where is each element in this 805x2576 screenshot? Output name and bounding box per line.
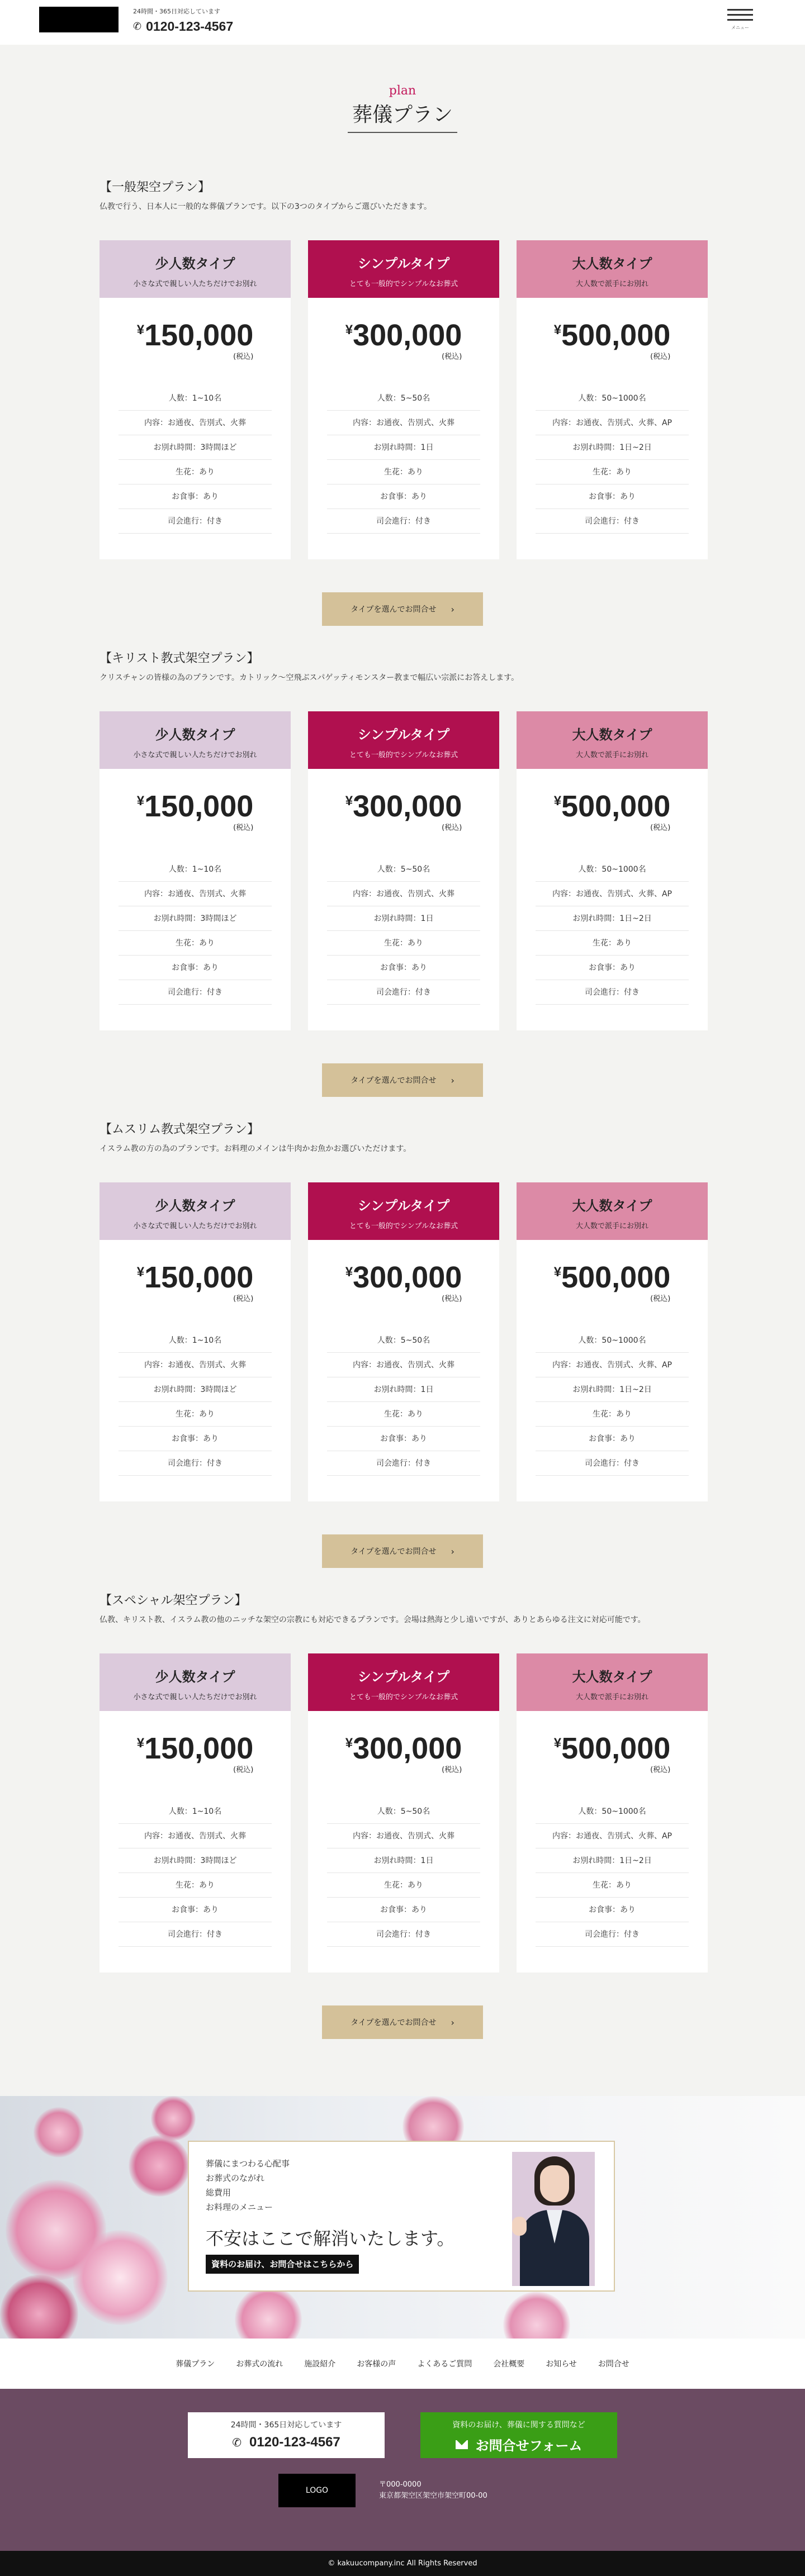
plan-price: [308, 790, 499, 835]
plan-spec-item: 司会進行：付き: [327, 1451, 480, 1476]
plan-card-header: [517, 1182, 708, 1240]
plan-section: [0, 644, 805, 1115]
plan-price: [517, 1261, 708, 1306]
price-value: 500,000: [561, 1732, 671, 1765]
plan-spec-item: お別れ時間：1日: [327, 435, 480, 460]
plan-spec-item: 生花：あり: [327, 1402, 480, 1427]
plan-card: [308, 240, 499, 559]
plan-type-name: 少人数タイプ: [155, 256, 235, 272]
footer-nav-flow[interactable]: お葬式の流れ: [236, 2360, 283, 2369]
banner-topic: お料理のメニュー: [206, 2202, 273, 2212]
plan-spec-item: 人数：5~50名: [327, 1799, 480, 1824]
plan-spec-item: 内容：お通夜、告別式、火葬: [327, 411, 480, 435]
plan-spec-item: 内容：お通夜、告別式、火葬、AP: [536, 882, 689, 906]
plan-spec-item: 生花：あり: [536, 1873, 689, 1898]
tax-note: (税込): [233, 1766, 254, 1774]
plan-type-name: 少人数タイプ: [155, 1669, 235, 1685]
plan-spec-item: 人数：1~10名: [119, 857, 272, 882]
tax-note: (税込): [442, 824, 462, 832]
banner-contact-button[interactable]: 資料のお届け、お問合せはこちらから: [206, 2255, 359, 2274]
plan-type-tagline: とても一般的でシンプルなお葬式: [349, 751, 458, 759]
plan-card: [100, 240, 291, 559]
plan-spec-item: 人数：1~10名: [119, 1799, 272, 1824]
banner-topic: 葬儀にまつわる心配事: [206, 2159, 290, 2169]
plan-sections: [0, 173, 805, 2057]
plan-spec-item: 生花：あり: [119, 460, 272, 484]
copyright: © kakuucompany.inc All Rights Reserved: [0, 2551, 805, 2576]
banner-topic: お葬式のながれ: [206, 2173, 265, 2183]
plan-spec-item: 内容：お通夜、告別式、火葬: [119, 411, 272, 435]
plan-card-header: [100, 1653, 291, 1711]
plan-spec-item: お食事：あり: [327, 1427, 480, 1451]
hamburger-menu-button[interactable]: [726, 7, 755, 35]
plan-spec-item: 司会進行：付き: [536, 1922, 689, 1947]
plan-type-name: シンプルタイプ: [357, 727, 450, 743]
footer-nav-company[interactable]: 会社概要: [493, 2360, 525, 2369]
footer-nav-voice[interactable]: お客様の声: [357, 2360, 396, 2369]
price-value: 500,000: [561, 319, 671, 352]
cta-label: タイプを選んでお問合せ: [351, 1076, 437, 1085]
plan-section-title: 【スペシャル架空プラン】: [100, 1594, 247, 1608]
plan-type-name: シンプルタイプ: [357, 1669, 450, 1685]
tax-note: (税込): [233, 1295, 254, 1303]
plan-price: [100, 1261, 291, 1306]
plan-spec-item: お別れ時間：1日: [327, 1377, 480, 1402]
plan-spec-item: 生花：あり: [536, 1402, 689, 1427]
plan-type-name: 大人数タイプ: [572, 727, 652, 743]
plan-price: [308, 1261, 499, 1306]
plan-spec-item: 生花：あり: [119, 1402, 272, 1427]
plan-spec-item: お食事：あり: [327, 1898, 480, 1922]
footer-nav-facility[interactable]: 施設紹介: [304, 2360, 336, 2369]
yen-sign: ¥: [553, 1265, 562, 1280]
chevron-right-icon: ›: [451, 2017, 454, 2028]
plan-spec-item: 司会進行：付き: [327, 980, 480, 1005]
plan-spec-item: 内容：お通夜、告別式、火葬、AP: [536, 1353, 689, 1377]
plan-card-header: [308, 240, 499, 298]
cta-label: タイプを選んでお問合せ: [351, 2018, 437, 2027]
plan-spec-list: [536, 386, 689, 534]
mail-icon: [456, 2440, 468, 2449]
plan-spec-item: 内容：お通夜、告別式、火葬: [327, 882, 480, 906]
plan-spec-item: 生花：あり: [327, 931, 480, 956]
page-title: 葬儀プラン: [348, 99, 457, 133]
yen-sign: ¥: [345, 793, 353, 809]
form-label: お問合せフォーム: [475, 2438, 583, 2454]
plan-cards: [100, 240, 708, 559]
staff-photo-face: [540, 2165, 569, 2202]
tax-note: (税込): [650, 353, 671, 361]
plan-type-tagline: とても一般的でシンプルなお葬式: [349, 280, 458, 288]
plan-spec-item: お食事：あり: [327, 956, 480, 980]
plan-card-header: [308, 1182, 499, 1240]
plan-price: [517, 319, 708, 364]
price-value: 500,000: [561, 1261, 671, 1294]
plan-spec-item: 人数：50~1000名: [536, 1799, 689, 1824]
menu-icon-bar: [727, 19, 753, 21]
plan-card: [517, 1653, 708, 1973]
site-footer: [0, 2389, 805, 2551]
plan-price: [100, 790, 291, 835]
yen-sign: ¥: [553, 1736, 562, 1751]
staff-photo-hand: [512, 2217, 527, 2236]
plan-section-description: 仏教、キリスト教、イスラム教の他のニッチな架空の宗教にも対応できるプランです。会場は熱海と少し遠いですが、ありとあらゆる注文に対応可能です。: [100, 1615, 646, 1624]
plan-spec-item: お別れ時間：3時間ほど: [119, 435, 272, 460]
plan-spec-list: [119, 857, 272, 1005]
yen-sign: ¥: [345, 322, 353, 338]
footer-hours: 24時間・365日対応しています: [230, 2421, 342, 2430]
page-subtitle: plan: [389, 84, 416, 98]
plan-spec-item: 生花：あり: [327, 460, 480, 484]
plan-type-tagline: 小さな式で親しい人たちだけでお別れ: [133, 751, 257, 759]
plan-spec-list: [327, 1799, 480, 1947]
plan-cards: [100, 1182, 708, 1501]
menu-label: メニュー: [731, 25, 749, 30]
banner-topic: 総費用: [206, 2188, 231, 2198]
choose-type-contact-button[interactable]: [322, 1534, 483, 1568]
price-value: 300,000: [353, 790, 462, 823]
plan-spec-item: 生花：あり: [119, 931, 272, 956]
price-value: 150,000: [144, 319, 254, 352]
plan-type-name: シンプルタイプ: [357, 1198, 450, 1214]
plan-type-tagline: 大人数で派手にお別れ: [575, 751, 648, 759]
phone-icon: ✆: [133, 21, 142, 32]
site-logo[interactable]: [39, 7, 119, 32]
plan-spec-item: 人数：1~10名: [119, 1328, 272, 1353]
plan-spec-item: お食事：あり: [327, 484, 480, 509]
plan-card: [308, 1653, 499, 1973]
plan-section-description: イスラム教の方の為のプランです。お料理のメインは牛肉かお魚かお選びいただけます。: [100, 1144, 411, 1153]
plan-card-header: [100, 1182, 291, 1240]
tax-note: (税込): [233, 824, 254, 832]
plan-section-title: 【一般架空プラン】: [100, 180, 211, 194]
tax-note: (税込): [650, 824, 671, 832]
choose-type-contact-button[interactable]: [322, 1063, 483, 1097]
banner-card: [188, 2141, 615, 2292]
plan-spec-list: [327, 857, 480, 1005]
plan-section-title: 【キリスト教式架空プラン】: [100, 652, 259, 666]
plan-cards: [100, 1653, 708, 1973]
plan-spec-item: 人数：50~1000名: [536, 857, 689, 882]
plan-spec-item: 内容：お通夜、告別式、火葬: [119, 1824, 272, 1848]
staff-photo: [512, 2152, 595, 2286]
flower-image: [129, 2135, 190, 2197]
plan-spec-item: お別れ時間：3時間ほど: [119, 906, 272, 931]
plan-spec-list: [327, 1328, 480, 1476]
plan-spec-item: 生花：あり: [536, 931, 689, 956]
plan-type-tagline: 大人数で派手にお別れ: [575, 280, 648, 288]
tax-note: (税込): [442, 353, 462, 361]
plan-spec-item: 司会進行：付き: [119, 1922, 272, 1947]
price-value: 300,000: [353, 319, 462, 352]
yen-sign: ¥: [136, 322, 145, 338]
plan-spec-item: 司会進行：付き: [119, 509, 272, 534]
form-note: 資料のお届け、葬儀に関する質問など: [452, 2421, 585, 2430]
price-value: 500,000: [561, 790, 671, 823]
flower-image: [503, 2292, 570, 2339]
plan-type-tagline: 小さな式で親しい人たちだけでお別れ: [133, 1693, 257, 1702]
cta-label: タイプを選んでお問合せ: [351, 1547, 437, 1556]
flower-image: [73, 2230, 168, 2325]
tax-note: (税込): [442, 1766, 462, 1774]
plan-spec-item: お食事：あり: [119, 1898, 272, 1922]
chevron-right-icon: ›: [451, 1075, 454, 1086]
footer-nav: [0, 2339, 805, 2389]
plan-spec-item: 生花：あり: [119, 1873, 272, 1898]
tax-note: (税込): [650, 1766, 671, 1774]
plan-type-tagline: とても一般的でシンプルなお葬式: [349, 1693, 458, 1702]
menu-icon: [727, 9, 753, 11]
footer-phone[interactable]: 0120-123-4567: [249, 2435, 340, 2450]
footer-nav-news[interactable]: お知らせ: [546, 2360, 577, 2369]
plan-price: [100, 319, 291, 364]
contact-banner: [0, 2096, 805, 2339]
plan-spec-item: 司会進行：付き: [119, 1451, 272, 1476]
yen-sign: ¥: [345, 1736, 353, 1751]
plan-spec-item: 人数：5~50名: [327, 1328, 480, 1353]
plan-spec-item: 人数：5~50名: [327, 857, 480, 882]
header-phone[interactable]: 0120-123-4567: [146, 19, 234, 34]
plan-section: [0, 1586, 805, 2057]
footer-nav-contact[interactable]: お問合せ: [598, 2360, 629, 2369]
tax-note: (税込): [442, 1295, 462, 1303]
plan-spec-item: お別れ時間：1日~2日: [536, 435, 689, 460]
plan-card-header: [308, 711, 499, 769]
plan-type-name: 大人数タイプ: [572, 256, 652, 272]
plan-spec-list: [536, 857, 689, 1005]
plan-spec-item: お食事：あり: [536, 484, 689, 509]
footer-nav-plan[interactable]: 葬儀プラン: [176, 2360, 215, 2369]
plan-spec-item: お食事：あり: [536, 1898, 689, 1922]
contact-form-button[interactable]: [420, 2412, 617, 2458]
plan-spec-item: 司会進行：付き: [536, 509, 689, 534]
plan-spec-item: 人数：50~1000名: [536, 386, 689, 411]
plan-spec-list: [119, 1328, 272, 1476]
plan-card-header: [308, 1653, 499, 1711]
plan-spec-item: お別れ時間：1日: [327, 906, 480, 931]
chevron-right-icon: ›: [451, 1546, 454, 1557]
choose-type-contact-button[interactable]: [322, 592, 483, 626]
plan-type-name: 大人数タイプ: [572, 1198, 652, 1214]
price-value: 150,000: [144, 1732, 254, 1765]
plan-type-tagline: 大人数で派手にお別れ: [575, 1693, 648, 1702]
plan-price: [517, 1732, 708, 1777]
postal-code: 〒000-0000: [379, 2480, 422, 2489]
plan-spec-item: お食事：あり: [536, 956, 689, 980]
plan-spec-item: 人数：50~1000名: [536, 1328, 689, 1353]
yen-sign: ¥: [136, 1265, 145, 1280]
menu-icon-bar: [727, 14, 753, 16]
plan-spec-item: 司会進行：付き: [536, 980, 689, 1005]
plan-card-header: [517, 711, 708, 769]
plan-card-header: [100, 711, 291, 769]
plan-card: [517, 1182, 708, 1501]
plan-spec-item: お別れ時間：1日~2日: [536, 1377, 689, 1402]
footer-phone-box[interactable]: [188, 2412, 385, 2458]
plan-spec-item: 内容：お通夜、告別式、火葬、AP: [536, 1824, 689, 1848]
footer-address: [379, 2479, 487, 2502]
street-address: 東京都架空区架空市架空町00-00: [379, 2492, 487, 2500]
plan-spec-item: 生花：あり: [536, 460, 689, 484]
plan-section-description: 仏教で行う、日本人に一般的な葬儀プランです。以下の3つのタイプからご選びいただきます。: [100, 202, 432, 211]
plan-spec-item: お別れ時間：3時間ほど: [119, 1377, 272, 1402]
plan-spec-item: 司会進行：付き: [327, 509, 480, 534]
plan-section-description: クリスチャンの皆様の為のプランです。カトリック〜空飛ぶスパゲッティモンスター教まで幅広い宗派にお答えします。: [100, 673, 519, 682]
plan-spec-item: 内容：お通夜、告別式、火葬: [327, 1353, 480, 1377]
plan-card: [308, 1182, 499, 1501]
plan-spec-item: 生花：あり: [327, 1873, 480, 1898]
plan-section: [0, 1115, 805, 1586]
plan-card-header: [517, 240, 708, 298]
yen-sign: ¥: [136, 1736, 145, 1751]
tax-note: (税込): [233, 353, 254, 361]
plan-section: [0, 173, 805, 644]
plan-spec-item: 内容：お通夜、告別式、火葬: [327, 1824, 480, 1848]
plan-price: [308, 319, 499, 364]
header-hours: 24時間・365日対応しています: [133, 8, 220, 15]
plan-spec-item: お別れ時間：1日~2日: [536, 1848, 689, 1873]
plan-card: [100, 1182, 291, 1501]
plan-spec-item: お別れ時間：3時間ほど: [119, 1848, 272, 1873]
plan-type-name: 大人数タイプ: [572, 1669, 652, 1685]
plan-spec-item: 司会進行：付き: [327, 1922, 480, 1947]
flower-image: [235, 2286, 302, 2339]
plan-spec-list: [327, 386, 480, 534]
flower-image: [151, 2096, 196, 2141]
plan-cards: [100, 711, 708, 1030]
banner-headline: 不安はここで解消いたします。: [206, 2228, 455, 2249]
plan-spec-item: 人数：5~50名: [327, 386, 480, 411]
plan-card: [517, 240, 708, 559]
plan-spec-item: お食事：あり: [536, 1427, 689, 1451]
yen-sign: ¥: [553, 793, 562, 809]
plan-spec-item: お食事：あり: [119, 956, 272, 980]
plan-spec-item: お別れ時間：1日~2日: [536, 906, 689, 931]
plan-type-tagline: 小さな式で親しい人たちだけでお別れ: [133, 280, 257, 288]
plan-card-header: [517, 1653, 708, 1711]
plan-spec-item: 司会進行：付き: [536, 1451, 689, 1476]
plan-type-tagline: 小さな式で親しい人たちだけでお別れ: [133, 1222, 257, 1230]
plan-spec-list: [536, 1328, 689, 1476]
plan-price: [517, 790, 708, 835]
plan-spec-list: [119, 1799, 272, 1947]
price-value: 150,000: [144, 790, 254, 823]
page-title-block: [0, 45, 805, 173]
footer-nav-faq[interactable]: よくあるご質問: [417, 2360, 472, 2369]
plan-spec-item: 人数：1~10名: [119, 386, 272, 411]
plan-spec-list: [536, 1799, 689, 1947]
flower-image: [34, 2107, 84, 2157]
plan-spec-item: 内容：お通夜、告別式、火葬: [119, 882, 272, 906]
plan-type-name: シンプルタイプ: [357, 256, 450, 272]
plan-card: [517, 711, 708, 1030]
plan-section-title: 【ムスリム教式架空プラン】: [100, 1123, 260, 1137]
plan-price: [100, 1732, 291, 1777]
plan-spec-item: お食事：あり: [119, 1427, 272, 1451]
header-contact: [133, 7, 233, 34]
cta-label: タイプを選んでお問合せ: [351, 605, 437, 614]
price-value: 300,000: [353, 1261, 462, 1294]
phone-icon: ✆: [232, 2436, 242, 2449]
yen-sign: ¥: [345, 1265, 353, 1280]
plan-card: [308, 711, 499, 1030]
banner-topics: [206, 2156, 290, 2214]
price-value: 300,000: [353, 1732, 462, 1765]
plan-spec-item: 司会進行：付き: [119, 980, 272, 1005]
plan-spec-item: 内容：お通夜、告別式、火葬、AP: [536, 411, 689, 435]
plan-type-name: 少人数タイプ: [155, 1198, 235, 1214]
site-header: [0, 0, 805, 45]
choose-type-contact-button[interactable]: [322, 2005, 483, 2039]
tax-note: (税込): [650, 1295, 671, 1303]
plan-card-header: [100, 240, 291, 298]
chevron-right-icon: ›: [451, 603, 454, 615]
plan-spec-item: 内容：お通夜、告別式、火葬: [119, 1353, 272, 1377]
yen-sign: ¥: [136, 793, 145, 809]
plan-card: [100, 1653, 291, 1973]
plan-price: [308, 1732, 499, 1777]
plan-spec-item: お別れ時間：1日: [327, 1848, 480, 1873]
price-value: 150,000: [144, 1261, 254, 1294]
plan-type-name: 少人数タイプ: [155, 727, 235, 743]
plan-spec-list: [119, 386, 272, 534]
plan-card: [100, 711, 291, 1030]
plan-type-tagline: とても一般的でシンプルなお葬式: [349, 1222, 458, 1230]
plan-type-tagline: 大人数で派手にお別れ: [575, 1222, 648, 1230]
footer-logo[interactable]: LOGO: [278, 2474, 356, 2507]
plan-spec-item: お食事：あり: [119, 484, 272, 509]
flower-image: [0, 2275, 78, 2339]
yen-sign: ¥: [553, 322, 562, 338]
